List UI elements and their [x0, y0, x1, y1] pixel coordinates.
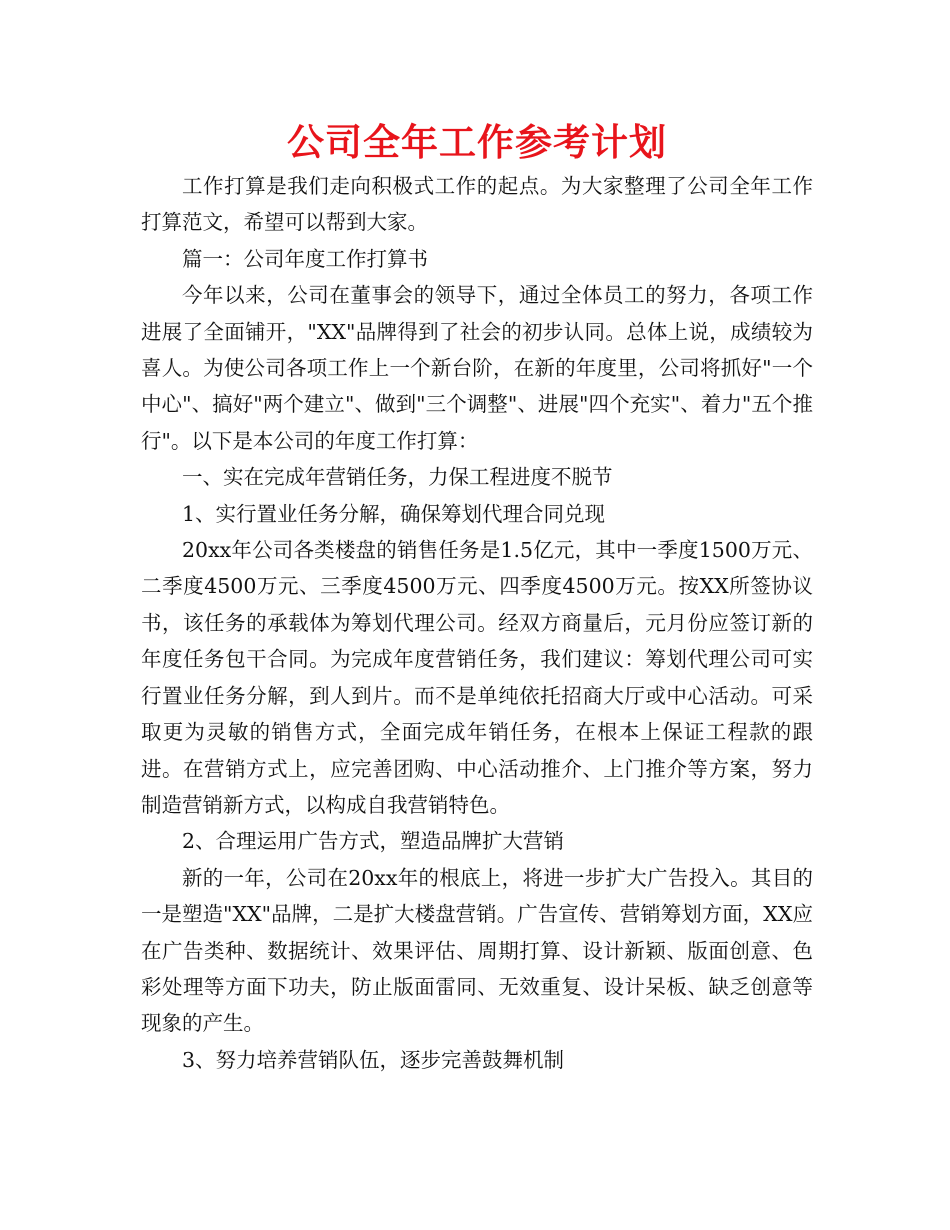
- subheading-task-breakdown: 1、实行置业任务分解，确保筹划代理合同兑现: [182, 501, 606, 526]
- advertising-paragraph: 新的一年，公司在20xx年的根底上，将进一步扩大广告投入。其目的一是塑造"XX"品牌，二是扩大楼盘营销。广告宣传、营销筹划方面，XX应在广告类种、数据统计、效果评估、周期打算、设计新颖、版面创意、色彩处理等方面下功夫，防止版面雷同、无效重复、设计呆板、缺乏创意等现象的产生。: [141, 865, 813, 1036]
- section-heading-part-one: 篇一：公司年度工作打算书: [182, 246, 428, 271]
- heading-sales-task: 一、实在完成年营销任务，力保工程进度不脱节: [182, 465, 613, 490]
- subheading-advertising: 2、合理运用广告方式，塑造品牌扩大营销: [182, 829, 565, 854]
- subheading-sales-team: 3、努力培养营销队伍，逐步完善鼓舞机制: [182, 1047, 565, 1072]
- document-title: 公司全年工作参考计划: [287, 121, 667, 164]
- intro-paragraph: 工作打算是我们走向积极式工作的起点。为大家整理了公司全年工作打算范文，希望可以帮到大家。: [141, 174, 813, 235]
- overview-paragraph: 今年以来，公司在董事会的领导下，通过全体员工的努力，各项工作进展了全面铺开，"XX"品牌得到了社会的初步认同。总体上说，成绩较为喜人。为使公司各项工作上一个新台阶，在新的年度里，公司将抓好"一个中心"、搞好"两个建立"、做到"三个调整"、进展"四个充实"、着力"五个推行"。以下是本公司的年度工作打算：: [141, 283, 813, 453]
- document-body: [141, 168, 813, 1078]
- sales-target-paragraph: 20xx年公司各类楼盘的销售任务是1.5亿元，其中一季度1500万元、二季度4500万元、三季度4500万元、四季度4500万元。按XX所签协议书，该任务的承载体为筹划代理公司。经双方商量后，元月份应签订新的年度任务包干合同。为完成年度营销任务，我们建议：筹划代理公司可实行置业任务分解，到人到片。而不是单纯依托招商大厅或中心活动。可采取更为灵敏的销售方式，全面完成年销任务，在根本上保证工程款的跟进。在营销方式上，应完善团购、中心活动推介、上门推介等方案，努力制造营销新方式，以构成自我营销特色。: [141, 538, 813, 817]
